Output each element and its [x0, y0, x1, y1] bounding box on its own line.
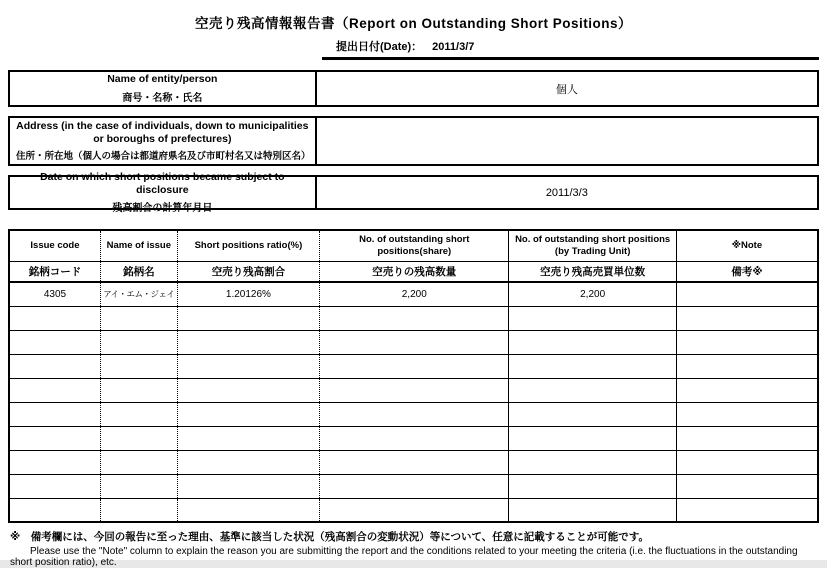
address-label-en: Address (in the case of individuals, down to municipalities or boroughs of prefectures) — [16, 119, 309, 145]
cell — [177, 498, 319, 522]
cell — [9, 474, 100, 498]
cell — [100, 474, 177, 498]
cell — [509, 330, 676, 354]
cell — [9, 378, 100, 402]
column-header-ja: 空売り残高割合 — [177, 261, 319, 282]
cell — [509, 402, 676, 426]
footnotes — [10, 529, 817, 568]
table-row — [9, 378, 818, 402]
page-title: 空売り残高情報報告書（Report on Outstanding Short Positions） — [195, 16, 632, 31]
column-header-en: Short positions ratio(%) — [177, 230, 319, 261]
cell — [100, 306, 177, 330]
column-header-en: Issue code — [9, 230, 100, 261]
cell — [100, 426, 177, 450]
cell: 2,200 — [509, 282, 676, 306]
disclosure-date-label-ja: 残高割合の計算年月日 — [112, 203, 213, 215]
cell — [177, 426, 319, 450]
disclosure-date-label — [10, 170, 317, 215]
cell — [320, 306, 509, 330]
disclosure-date-value: 2011/3/3 — [545, 186, 588, 199]
cell — [320, 402, 509, 426]
cell — [320, 474, 509, 498]
cell — [676, 282, 818, 306]
cell — [320, 426, 509, 450]
column-header-en: No. of outstanding short positions(share) — [320, 230, 509, 261]
column-header-en: ※Note — [676, 230, 818, 261]
cell — [177, 450, 319, 474]
header-row-en — [9, 230, 818, 261]
footnote-en-line1: Please use the "Note" column to explain the reason you are submitting the report and the conditions related to your meeting the criteria (i.e. the fluctuations in the outstanding — [30, 546, 798, 557]
footnote-ja: ※ 備考欄には、今回の報告に至った理由、基準に該当した状況（残高割合の変動状況）等について、任意に記載することが可能です。 — [10, 531, 649, 543]
column-header-ja: 空売り残高売買単位数 — [509, 261, 676, 282]
cell — [100, 378, 177, 402]
cell — [320, 450, 509, 474]
table-row — [9, 354, 818, 378]
cell — [177, 306, 319, 330]
cell — [509, 498, 676, 522]
cell — [509, 306, 676, 330]
table-row — [9, 330, 818, 354]
cell — [509, 450, 676, 474]
address-value — [317, 118, 817, 164]
cell — [676, 330, 818, 354]
cell — [100, 450, 177, 474]
cell — [177, 330, 319, 354]
cell — [9, 450, 100, 474]
table-row — [9, 498, 818, 522]
column-header-en: No. of outstanding short positions (by Trading Unit) — [509, 230, 676, 261]
entity-name-label-en: Name of entity/person — [107, 73, 218, 86]
submission-date-line — [322, 38, 819, 60]
table-row — [9, 282, 818, 306]
cell — [676, 306, 818, 330]
submission-date-label: 提出日付(Date)： — [336, 41, 423, 53]
entity-name-label-ja: 商号・名称・氏名 — [122, 92, 203, 104]
entity-name-value: 個人 — [555, 83, 578, 96]
cell — [676, 426, 818, 450]
table-body — [9, 282, 818, 522]
cell — [9, 306, 100, 330]
disclosure-date-box — [8, 170, 819, 215]
address-label-ja: 住所・所在地（個人の場合は都道府県名及び市町村名又は特別区名） — [16, 151, 311, 163]
address-label — [10, 118, 317, 164]
cell — [509, 354, 676, 378]
entity-name-box — [8, 70, 819, 107]
column-header-ja: 備考※ — [676, 261, 818, 282]
cell — [177, 354, 319, 378]
cell — [100, 498, 177, 522]
cell — [676, 498, 818, 522]
cell: 2,200 — [320, 282, 509, 306]
submission-date-value: 2011/3/7 — [432, 41, 475, 53]
cell: 1.20126% — [177, 282, 319, 306]
cell — [100, 330, 177, 354]
cell — [100, 354, 177, 378]
cell — [676, 378, 818, 402]
cell — [320, 330, 509, 354]
table-row — [9, 450, 818, 474]
cell — [509, 378, 676, 402]
disclosure-date-label-en: Date on which short positions became subject to disclosure — [40, 170, 285, 196]
column-header-ja: 空売りの残高数量 — [320, 261, 509, 282]
cell — [676, 354, 818, 378]
cell: アイ・エム・ジェイ — [100, 282, 177, 306]
table-row — [9, 306, 818, 330]
cell — [177, 474, 319, 498]
address-box — [8, 116, 819, 166]
cell — [509, 474, 676, 498]
cell — [320, 378, 509, 402]
cell — [9, 498, 100, 522]
cell — [177, 402, 319, 426]
table-row — [9, 402, 818, 426]
cell — [177, 378, 319, 402]
column-header-ja: 銘柄コード — [9, 261, 100, 282]
cell — [9, 354, 100, 378]
footnote-en-line2: short position ratio), etc. — [10, 557, 117, 568]
table-header — [9, 230, 818, 282]
cell: 4305 — [9, 282, 100, 306]
cell — [100, 402, 177, 426]
cell — [509, 426, 676, 450]
cell — [676, 474, 818, 498]
cell — [9, 330, 100, 354]
column-header-ja: 銘柄名 — [100, 261, 177, 282]
cell — [676, 450, 818, 474]
cell — [320, 498, 509, 522]
table-row — [9, 426, 818, 450]
cell — [320, 354, 509, 378]
header-row-ja — [9, 261, 818, 282]
short-positions-table — [8, 229, 819, 523]
entity-name-label — [10, 72, 317, 105]
column-header-en: Name of issue — [100, 230, 177, 261]
cell — [9, 402, 100, 426]
table-row — [9, 474, 818, 498]
cell — [676, 402, 818, 426]
cell — [9, 426, 100, 450]
